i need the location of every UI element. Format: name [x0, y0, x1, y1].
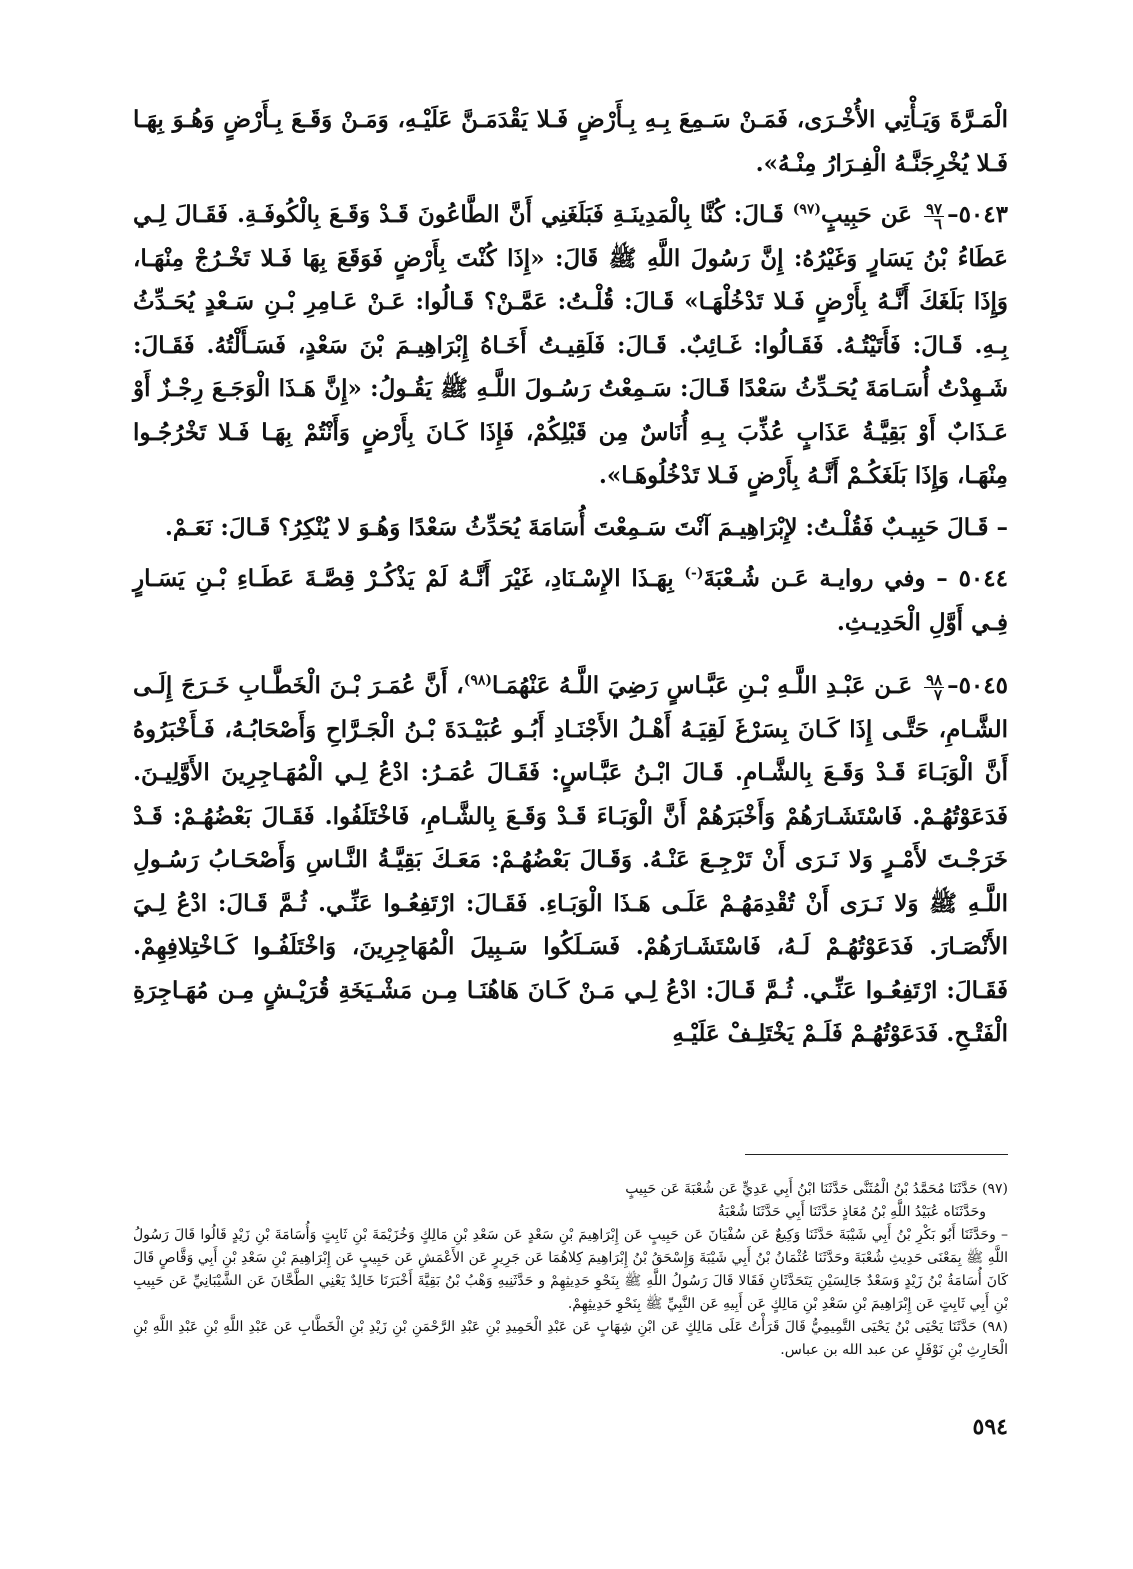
- page-number: ٥٩٤: [972, 1414, 1008, 1440]
- hadith-text: بِهَـذَا الإِسْـنَادِ، غَيْرَ أَنَّـهُ لَمْ يَذْكُـرْ قِصَّـةَ عَطَـاءِ بْـنِ يَسَـارٍ فِـي أَوَّلِ الْحَدِيـثِ.: [133, 565, 1008, 636]
- narration-note: – قَـالَ حَبِيـبٌ فَقُلْـتُ: لإِبْرَاهِيـمَ آنْتَ سَـمِعْتَ أُسَامَةَ يُحَدِّثُ سَعْدًا وَهُـوَ لا يُنْكِرُ؟ قَـالَ: نَعَـمْ.: [164, 513, 1008, 541]
- fraction-top: ٩٨: [925, 670, 943, 689]
- footnotes: [133, 1178, 1008, 1362]
- footnote-98: (٩٨) حَدَّثَنَا يَحْيَى بْنُ يَحْيَى التَّمِيمِيُّ قَالَ قَرَأْتُ عَلَى مَالِكٍ عَن ابْنِ شِهَابٍ عَن عَبْدِ الْحَمِيدِ بْنِ عَبْدِ الرَّحْمَنِ بْنِ زَيْدِ بْنِ الْخَطَّابِ عَن عَبْدِ اللَّهِ بْنِ عَبْدِ اللَّهِ بْنِ الْحَارِثِ بْنِ نَوْفَلٍ عن عبد الله بن عباس.: [133, 1319, 1008, 1358]
- hadith-number: ٥٠٤٣: [958, 201, 1008, 228]
- hadith-lead: عَن حَبِيبٍ: [821, 201, 912, 228]
- hadith-lead: – وفي روايـة عَـن شُـعْبَةَ: [703, 565, 948, 592]
- hadith-5044: [133, 557, 1008, 644]
- hadith-number: ٥٠٤٥: [958, 672, 1008, 699]
- footnote-divider: [745, 1154, 1008, 1155]
- fraction-top: ٩٧: [925, 199, 943, 218]
- main-text: [133, 98, 1008, 1056]
- footnote-97-line-3: – وحَدَّثَنَا أَبُو بَكْرِ بْنُ أَبِي شَيْبَةَ حَدَّثَنَا وَكِيعٌ عَن سُفْيَانَ عَن حَبِيبٍ عَن إِبْرَاهِيمَ بْنِ سَعْدٍ عَن سَعْدِ بْنِ مَالِكٍ وَخُزَيْمَةَ بْنِ ثَابِتٍ وَأُسَامَةَ بْنِ زَيْدٍ قَالُوا قَالَ رَسُولُ اللَّهِ ﷺ بِمَعْنَى حَدِيثِ شُعْبَةَ وحَدَّثَنَا عُثْمَانُ بْنُ أَبِي شَيْبَةَ وَإِسْحَقُ بْنُ إِبْرَاهِيمَ كِلاهُمَا عَن جَرِيرٍ عَن الأَعْمَشِ عَن حَبِيبٍ عَن إِبْرَاهِيمَ بْنِ سَعْدِ بْنِ أَبِي وَقَّاصٍ قَالَ كَانَ أُسَامَةُ بْنُ زَيْدٍ وَسَعْدٌ جَالِسَيْنِ يَتَحَدَّثَانِ فَقَالا قَالَ رَسُولُ اللَّهِ ﷺ بِنَحْوِ حَدِيثِهِمْ و حَدَّثَنِيهِ وَهْبُ بْنُ بَقِيَّةَ أَخْبَرَنَا خَالِدٌ يَعْنِي الطَّحَّانَ عَن الشَّيْبَانِيِّ عَن حَبِيبِ بْنِ أَبِي ثَابِتٍ عَن إِبْرَاهِيمَ بْنِ سَعْدِ بْنِ مَالِكٍ عَن أَبِيهِ عَن النَّبِيِّ ﷺ بِنَحْوِ حَدِيثِهِمْ.: [133, 1227, 1008, 1312]
- paragraph-continuation: الْمَـرَّةَ وَيَـأْتِي الأُخْـرَى، فَمَـنْ سَـمِعَ بِـهِ بِـأَرْضٍ فَـلا يَقْدَمَـنَّ عَلَيْـهِ، وَمَـنْ وَقَـعَ بِـأَرْضٍ وَهُـوَ بِهَـا فَـلا يُخْرِجَنَّـهُ الْفِـرَارُ مِنْـهُ».: [133, 106, 1008, 177]
- hadith-text: قَـالَ: كُنَّا بِالْمَدِينَـةِ فَبَلَغَنِي أَنَّ الطَّاعُونَ قَـدْ وَقَـعَ بِالْكُوفَـةِ. فَقَـالَ لِـي عَطَاءُ بْنُ يَسَارٍ وَغَيْرُهُ: إِنَّ رَسُولَ اللَّهِ ﷺ قَالَ: «إِذَا كُنْتَ بِأَرْضٍ فَوَقَعَ بِهَا فَـلا تَخْـرُجْ مِنْهَـا، وَإِذَا بَلَغَكَ أَنَّـهُ بِأَرْضٍ فَـلا تَدْخُلْهَـا» قَـالَ: قُلْـتُ: عَمَّـنْ؟ قَـالُوا: عَـنْ عَـامِرِ بْـنِ سَـعْدٍ يُحَـدِّثُ بِـهِ. قَـالَ: فَأَتَيْتُـهُ. فَقَـالُوا: غَـائِبٌ. قَـالَ: فَلَقِيـتُ أَخَـاهُ إِبْرَاهِيـمَ بْنَ سَعْدٍ، فَسَـأَلْتُهُ. فَقَـالَ: شَـهِدْتُ أُسَـامَةَ يُحَـدِّثُ سَعْدًا قَـالَ: سَـمِعْتُ رَسُـولَ اللَّـهِ ﷺ يَقُـولُ: «إِنَّ هَـذَا الْوَجَـعَ رِجْـزٌ أَوْ عَـذَابٌ أَوْ بَقِيَّـةُ عَذَابٍ عُذِّبَ بِـهِ أُنَاسٌ مِن قَبْلِكُمْ، فَإِذَا كَـانَ بِأَرْضٍ وَأَنْتُمْ بِهَـا فَـلا تَخْرُجُـوا مِنْهَـا، وَإِذَا بَلَغَكُـمْ أَنَّـهُ بِأَرْضٍ فَـلا تَدْخُلُوهَـا».: [133, 201, 1008, 489]
- hadith-text: ، أَنَّ عُمَـرَ بْـنَ الْخَطَّـابِ خَـرَجَ إِلَـى الشَّـامِ، حَتَّـى إِذَا كَـانَ بِسَرْغَ لَقِيَـهُ أَهْـلُ الأَجْنَـادِ أَبُـو عُبَيْـدَةَ بْـنُ الْجَـرَّاحِ وَأَصْحَابُـهُ، فَـأَخْبَرُوهُ أَنَّ الْوَبَـاءَ قَـدْ وَقَـعَ بِالشَّـامِ. قَـالَ ابْـنُ عَبَّـاسٍ: فَقَـالَ عُمَـرُ: ادْعُ لِـي الْمُهَـاجِرِينَ الأَوَّلِيـنَ. فَدَعَوْتُهُـمْ. فَاسْتَشَـارَهُمْ وَأَخْبَرَهُمْ أَنَّ الْوَبَـاءَ قَـدْ وَقَـعَ بِالشَّـامِ، فَاخْتَلَفُوا. فَقَـالَ بَعْضُهُـمْ: قَـدْ خَرَجْـتَ لأَمْـرٍ وَلا نَـرَى أَنْ تَرْجِـعَ عَنْـهُ. وَقَـالَ بَعْضُهُـمْ: مَعَـكَ بَقِيَّـةُ النَّـاسِ وَأَصْحَـابُ رَسُـولِ اللَّـهِ ﷺ وَلا نَـرَى أَنْ تُقْدِمَهُـمْ عَلَـى هَـذَا الْوَبَـاءِ. فَقَـالَ: ارْتَفِعُـوا عَنِّـي. ثُـمَّ قَـالَ: ادْعُ لِـيَ الأَنْصَـارَ. فَدَعَوْتُهُـمْ لَـهُ، فَاسْتَشَـارَهُمْ. فَسَـلَكُوا سَـبِيلَ الْمُهَاجِرِينَ، وَاخْتَلَفُـوا كَـاخْتِلافِهِمْ. فَقَـالَ: ارْتَفِعُـوا عَنِّـي. ثُـمَّ قَـالَ: ادْعُ لِـي مَـنْ كَـانَ هَاهُنَـا مِـن مَشْـيَخَةِ قُرَيْـشٍ مِـن مُهَـاجِرَةِ الْفَتْـحِ. فَدَعَوْتُهُـمْ فَلَـمْ يَخْتَلِـفْ عَلَيْـهِ: [133, 672, 1009, 1047]
- cross-reference-fraction: [924, 670, 944, 704]
- hadith-lead: عَـن عَبْـدِ اللَّـهِ بْـنِ عَبَّـاسٍ رَضِيَ اللَّـهُ عَنْهُمَـا: [491, 672, 913, 699]
- fraction-bottom: ٦: [934, 214, 943, 233]
- footnote-97-line-1: (٩٧) حَدَّثَنَا مُحَمَّدُ بْنُ الْمُثَنَّى حَدَّثَنَا ابْنُ أَبِي عَدِيٍّ عَن شُعْبَةَ عَن حَبِيبٍ: [625, 1181, 1008, 1197]
- footnote-ref: (٩٧): [792, 201, 822, 218]
- footnote-ref: (٩٨): [463, 672, 492, 689]
- footnote-ref: (-): [684, 565, 704, 582]
- hadith-5043: ٥٠٤٣– $\frac{٩٧}{٦}$ عَن حَبِيبٍ$^{(٩٧)}$ قَـالَ: كُنَّا بِالْمَدِينَـةِ فَبَلَغَنِي أَنَّ الطَّاعُونَ قَـدْ وَقَـعَ بِالْكُوفَـةِ. فَقَـالَ لِـي عَطَاءُ بْنُ يَسَارٍ وَغَيْرُهُ: إِنَّ رَسُولَ اللَّهِ ﷺ قَالَ: «إِذَا كُنْتَ بِأَرْضٍ فَوَقَعَ بِهَا فَـلا تَخْـرُجْ مِنْهَـا، وَإِذَا بَلَغَكَ أَنَّـهُ بِأَرْضٍ فَـلا تَدْخُلْهَـا» قَـالَ: قُلْـتُ: عَمَّـنْ؟ قَـالُوا: عَـنْ عَـامِرِ بْـنِ سَـعْدٍ يُحَـدِّثُ بِـهِ. قَـالَ: فَأَتَيْتُـهُ. فَقَـالُوا: غَـائِبٌ. قَـالَ: فَلَقِيـتُ أَخَـاهُ إِبْرَاهِيـمَ بْنَ سَعْدٍ، فَسَـأَلْتُهُ. فَقَـالَ: شَـهِدْتُ أُسَـامَةَ يُحَـدِّثُ سَعْدًا قَـالَ: سَـمِعْتُ رَسُـولَ اللَّـهِ ﷺ يَقُـولُ: «إِنَّ هَـذَا الْوَجَـعَ رِجْـزٌ أَوْ عَـذَابٌ أَوْ بَقِيَّـةُ عَذَابٍ عُذِّبَ بِـهِ أُنَاسٌ مِن قَبْلِكُمْ، فَإِذَا كَـانَ بِأَرْضٍ وَأَنْتُمْ بِهَـا فَـلا تَخْرُجُـوا مِنْهَـا، وَإِذَا بَلَغَكُـمْ أَنَّـهُ بِأَرْضٍ فَـلا تَدْخُلُوهَـا».: [133, 199, 1008, 489]
- fraction-bottom: ٧: [934, 685, 943, 704]
- cross-reference-fraction: [924, 199, 944, 233]
- footnote-97-line-2: وحَدَّثَنَاه عُبَيْدُ اللَّهِ بْنُ مُعَاذٍ حَدَّثَنَا أَبِي حَدَّثَنَا شُعْبَةُ: [717, 1204, 986, 1220]
- hadith-number: ٥٠٤٤: [958, 565, 1008, 592]
- hadith-5045: ٥٠٤٥– $\frac{٩٨}{٧}$ عَـن عَبْـدِ اللَّـهِ بْـنِ عَبَّـاسٍ رَضِيَ اللَّـهُ عَنْهُمَـا$^{(٩٨)}$، أَنَّ عُمَـرَ بْـنَ الْخَطَّـابِ خَـرَجَ إِلَـى الشَّـامِ، حَتَّـى إِذَا كَـانَ بِسَرْغَ لَقِيَـهُ أَهْـلُ الأَجْنَـادِ أَبُـو عُبَيْـدَةَ بْـنُ الْجَـرَّاحِ وَأَصْحَابُـهُ، فَـأَخْبَرُوهُ أَنَّ الْوَبَـاءَ قَـدْ وَقَـعَ بِالشَّـامِ. قَـالَ ابْـنُ عَبَّـاسٍ: فَقَـالَ عُمَـرُ: ادْعُ لِـي الْمُهَـاجِرِينَ الأَوَّلِيـنَ. فَدَعَوْتُهُـمْ. فَاسْتَشَـارَهُمْ وَأَخْبَرَهُمْ أَنَّ الْوَبَـاءَ قَـدْ وَقَـعَ بِالشَّـامِ، فَاخْتَلَفُوا. فَقَـالَ بَعْضُهُـمْ: قَـدْ خَرَجْـتَ لأَمْـرٍ وَلا نَـرَى أَنْ تَرْجِـعَ عَنْـهُ. وَقَـالَ بَعْضُهُـمْ: مَعَـكَ بَقِيَّـةُ النَّـاسِ وَأَصْحَـابُ رَسُـولِ اللَّـهِ ﷺ وَلا نَـرَى أَنْ تُقْدِمَهُـمْ عَلَـى هَـذَا الْوَبَـاءِ. فَقَـالَ: ارْتَفِعُـوا عَنِّـي. ثُـمَّ قَـالَ: ادْعُ لِـيَ الأَنْصَـارَ. فَدَعَوْتُهُـمْ لَـهُ، فَاسْتَشَـارَهُمْ. فَسَـلَكُوا سَـبِيلَ الْمُهَاجِرِينَ، وَاخْتَلَفُـوا كَـاخْتِلافِهِمْ. فَقَـالَ: ارْتَفِعُـوا عَنِّـي. ثُـمَّ قَـالَ: ادْعُ لِـي مَـنْ كَـانَ هَاهُنَـا مِـن مَشْـيَخَةِ قُرَيْـشٍ مِـن مُهَـاجِرَةِ الْفَتْـحِ. فَدَعَوْتُهُـمْ فَلَـمْ يَخْتَلِـفْ عَلَيْـهِ: [133, 670, 1009, 1047]
